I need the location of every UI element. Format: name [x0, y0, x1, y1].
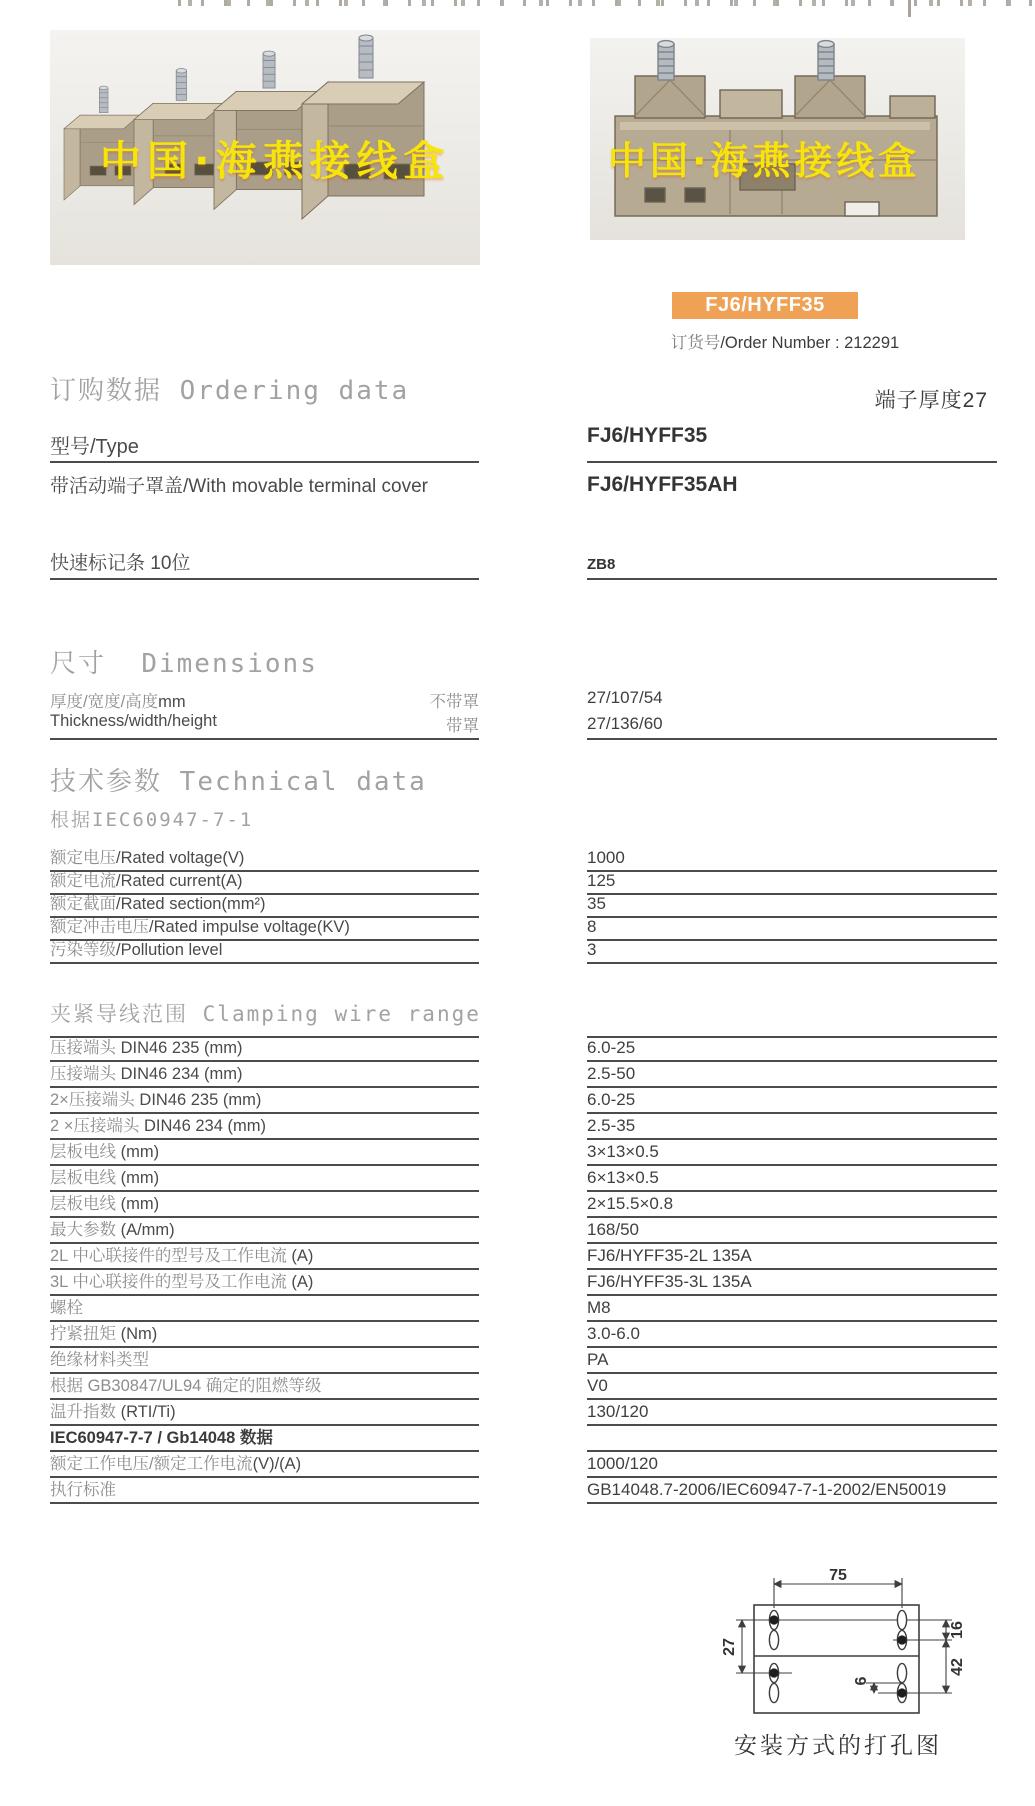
spec-row	[50, 872, 997, 895]
spec-value: 125	[587, 872, 997, 895]
spec-label	[50, 1400, 479, 1426]
spec-value: 6.0-25	[587, 1088, 997, 1114]
dimensions-values	[587, 688, 997, 740]
spec-row	[50, 1218, 997, 1244]
spec-row	[50, 1166, 997, 1192]
spec-label	[50, 1140, 479, 1166]
spec-label-zh: 拧紧扭矩	[50, 1325, 116, 1343]
dimensions-variant-with-cover: 带罩	[446, 717, 479, 735]
dim-75: 75	[829, 1567, 847, 1584]
spec-value: 1000	[587, 849, 997, 872]
spec-row	[50, 1036, 997, 1062]
spec-row	[50, 1348, 997, 1374]
spec-value: 6×13×0.5	[587, 1166, 997, 1192]
spec-value: 130/120	[587, 1400, 997, 1426]
spec-label-en: (mm)	[116, 1169, 160, 1187]
spec-value: M8	[587, 1296, 997, 1322]
spec-label-en: /Rated impulse voltage(KV)	[149, 918, 350, 936]
spec-label-zh: 最大参数	[50, 1221, 116, 1239]
dim-42: 42	[949, 1658, 966, 1676]
spec-label-en: (mm)	[116, 1195, 160, 1213]
spec-label-en: DIN46 235 (mm)	[116, 1039, 243, 1057]
spec-label-zh: 绝缘材料类型	[50, 1351, 149, 1369]
spec-label-zh: 温升指数	[50, 1403, 116, 1421]
spec-value: 3	[587, 941, 997, 964]
spec-row	[50, 1270, 997, 1296]
spec-label	[50, 1296, 479, 1322]
spec-label-en: (RTI/Ti)	[116, 1403, 176, 1421]
spec-row	[50, 1478, 997, 1504]
spec-value: 6.0-25	[587, 1036, 997, 1062]
spec-label	[50, 1192, 479, 1218]
clamping-table	[50, 1036, 997, 1504]
spec-row	[50, 1140, 997, 1166]
spec-row	[50, 895, 997, 918]
spec-label-en: /Rated section(mm²)	[116, 895, 266, 913]
dim-16: 16	[949, 1621, 966, 1639]
spec-row	[50, 1374, 997, 1400]
spec-label	[50, 941, 479, 964]
spec-label-zh: 螺栓	[50, 1299, 83, 1317]
section-header-ordering-en: Ordering data	[179, 376, 410, 406]
ordering-row-label	[50, 471, 479, 498]
order-number	[630, 329, 940, 353]
order-number-label: 订货号	[670, 334, 721, 352]
spec-label-zh: 层板电线	[50, 1143, 116, 1161]
dim-27: 27	[721, 1638, 738, 1656]
spec-label-en: (Nm)	[116, 1325, 158, 1343]
spec-value: 35	[587, 895, 997, 918]
spec-label-en: /Rated voltage(V)	[116, 849, 245, 867]
spec-row	[50, 1296, 997, 1322]
cropped-header-text	[178, 0, 1035, 6]
spec-row	[50, 1192, 997, 1218]
spec-label	[50, 1348, 479, 1374]
ordering-row-label	[50, 430, 479, 463]
spec-label-en: (A)	[286, 1273, 314, 1291]
section-header-dimensions	[50, 643, 318, 680]
dimensions-unit: mm	[158, 693, 186, 711]
spec-label-zh: 执行标准	[50, 1481, 116, 1499]
spec-label-zh: 2 ×压接端头	[50, 1117, 140, 1135]
spec-label-en: DIN46 235 (mm)	[134, 1091, 262, 1109]
spec-label-en: (A)	[286, 1247, 314, 1265]
spec-row	[50, 1088, 997, 1114]
diagram-caption: 安装方式的打孔图	[734, 1732, 942, 1758]
spec-label-en: DIN46 234 (mm)	[116, 1065, 243, 1083]
ordering-row-value: FJ6/HYFF35	[587, 424, 997, 463]
dim-6: 6	[853, 1676, 870, 1686]
technical-subtitle: 根据IEC60947-7-1	[50, 809, 254, 831]
spec-row	[50, 1452, 997, 1478]
spec-row	[50, 1244, 997, 1270]
ordering-label-en: /Type	[90, 436, 139, 458]
dimensions-variant-without-cover: 不带罩	[429, 693, 479, 711]
spec-label-en: (V)/(A)	[252, 1455, 302, 1473]
spec-value: 2.5-50	[587, 1062, 997, 1088]
spec-value: 168/50	[587, 1218, 997, 1244]
section-header-clamping	[50, 998, 481, 1028]
spec-label	[50, 1036, 479, 1062]
section-header-technical-en: Technical data	[179, 767, 427, 797]
spec-label-zh: 2L 中心联接件的型号及工作电流	[50, 1247, 287, 1265]
spec-label-zh: IEC60947-7-7 / Gb14048 数据	[50, 1429, 273, 1447]
terminal-thickness-note: 端子厚度27	[874, 389, 988, 412]
spec-value: 2.5-35	[587, 1114, 997, 1140]
section-header-technical	[50, 761, 427, 798]
dimensions-label-zh: 厚度/宽度/高度	[50, 693, 159, 711]
spec-label	[50, 1166, 479, 1192]
section-header-clamping-en: Clamping wire range	[202, 1002, 481, 1026]
spec-value: 3.0-6.0	[587, 1322, 997, 1348]
ordering-row-label	[50, 548, 479, 580]
spec-label-zh: 压接端头	[50, 1039, 116, 1057]
spec-value: 2×15.5×0.8	[587, 1192, 997, 1218]
section-header-ordering-zh: 订购数据	[50, 376, 163, 406]
ordering-label-zh: 快速标记条 10位	[50, 553, 191, 574]
section-header-ordering	[50, 370, 409, 407]
spec-row	[50, 849, 997, 872]
spec-row	[50, 1322, 997, 1348]
cropped-header-text-fragment	[908, 0, 911, 17]
spec-row	[50, 941, 997, 964]
spec-label-zh: 污染等级	[50, 941, 116, 959]
dimensions-value-with-cover: 27/136/60	[587, 714, 663, 733]
spec-label-zh: 根据 GB30847/UL94 确定的阻燃等级	[50, 1377, 322, 1395]
spec-value: 3×13×0.5	[587, 1140, 997, 1166]
spec-label	[50, 1452, 479, 1478]
watermark-text: 中国·海燕接线盒	[608, 139, 921, 183]
spec-label	[50, 1270, 479, 1296]
spec-label-en: (A/mm)	[116, 1221, 175, 1239]
spec-label-en: (mm)	[116, 1143, 160, 1161]
spec-value: 1000/120	[587, 1452, 997, 1478]
spec-label	[50, 1322, 479, 1348]
spec-value: FJ6/HYFF35-3L 135A	[587, 1270, 997, 1296]
spec-label-zh: 额定电压	[50, 849, 116, 867]
spec-value: 8	[587, 918, 997, 941]
spec-value: GB14048.7-2006/IEC60947-7-1-2002/EN50019	[587, 1478, 997, 1504]
spec-value: V0	[587, 1374, 997, 1400]
dimensions-value-without-cover: 27/107/54	[587, 688, 663, 707]
spec-label-zh: 3L 中心联接件的型号及工作电流	[50, 1273, 287, 1291]
spec-label	[50, 1114, 479, 1140]
spec-label-zh: 额定冲击电压	[50, 918, 149, 936]
spec-label-zh: 2×压接端头	[50, 1091, 135, 1109]
ordering-row-value: FJ6/HYFF35AH	[587, 473, 738, 496]
spec-label	[50, 1374, 479, 1400]
spec-label-zh: 层板电线	[50, 1195, 116, 1213]
order-number-value: /Order Number : 212291	[720, 334, 900, 352]
dimensions-label	[50, 688, 479, 740]
ordering-label-zh: 型号	[50, 436, 90, 458]
spec-label	[50, 1426, 479, 1452]
spec-label	[50, 1088, 479, 1114]
spec-label-zh: 压接端头	[50, 1065, 116, 1083]
spec-row	[50, 1426, 997, 1452]
spec-label	[50, 1062, 479, 1088]
section-header-clamping-zh: 夹紧导线范围	[50, 1002, 188, 1026]
watermark-text: 中国·海燕接线盒	[100, 137, 451, 185]
spec-row	[50, 1062, 997, 1088]
spec-label-zh: 层板电线	[50, 1169, 116, 1187]
spec-label-zh: 额定截面	[50, 895, 116, 913]
spec-row	[50, 1114, 997, 1140]
section-header-technical-zh: 技术参数	[50, 767, 163, 797]
ordering-label-en: /With movable terminal cover	[183, 476, 428, 497]
spec-label-zh: 额定电流	[50, 872, 116, 890]
spec-label	[50, 1218, 479, 1244]
mounting-drilling-diagram	[700, 1552, 1020, 1732]
spec-label-en: DIN46 234 (mm)	[139, 1117, 266, 1135]
spec-value: FJ6/HYFF35-2L 135A	[587, 1244, 997, 1270]
ordering-label-zh: 带活动端子罩盖	[50, 476, 184, 497]
technical-table	[50, 849, 997, 964]
ordering-row-value: ZB8	[587, 556, 997, 580]
spec-value: PA	[587, 1348, 997, 1374]
spec-label	[50, 1244, 479, 1270]
spec-label-en: /Pollution level	[116, 941, 223, 959]
model-badge: FJ6/HYFF35	[672, 292, 858, 319]
spec-label-zh: 额定工作电压/额定工作电流	[50, 1455, 253, 1473]
spec-label	[50, 1478, 479, 1504]
section-header-dimensions-en: Dimensions	[141, 649, 318, 679]
spec-label-en: /Rated current(A)	[116, 872, 243, 890]
spec-row	[50, 1400, 997, 1426]
dimensions-label-en: Thickness/width/height	[50, 712, 217, 730]
spec-value	[587, 1426, 997, 1452]
section-header-dimensions-zh: 尺寸	[50, 649, 107, 679]
drilling-diagram-svg	[700, 1552, 1020, 1727]
spec-row	[50, 918, 997, 941]
